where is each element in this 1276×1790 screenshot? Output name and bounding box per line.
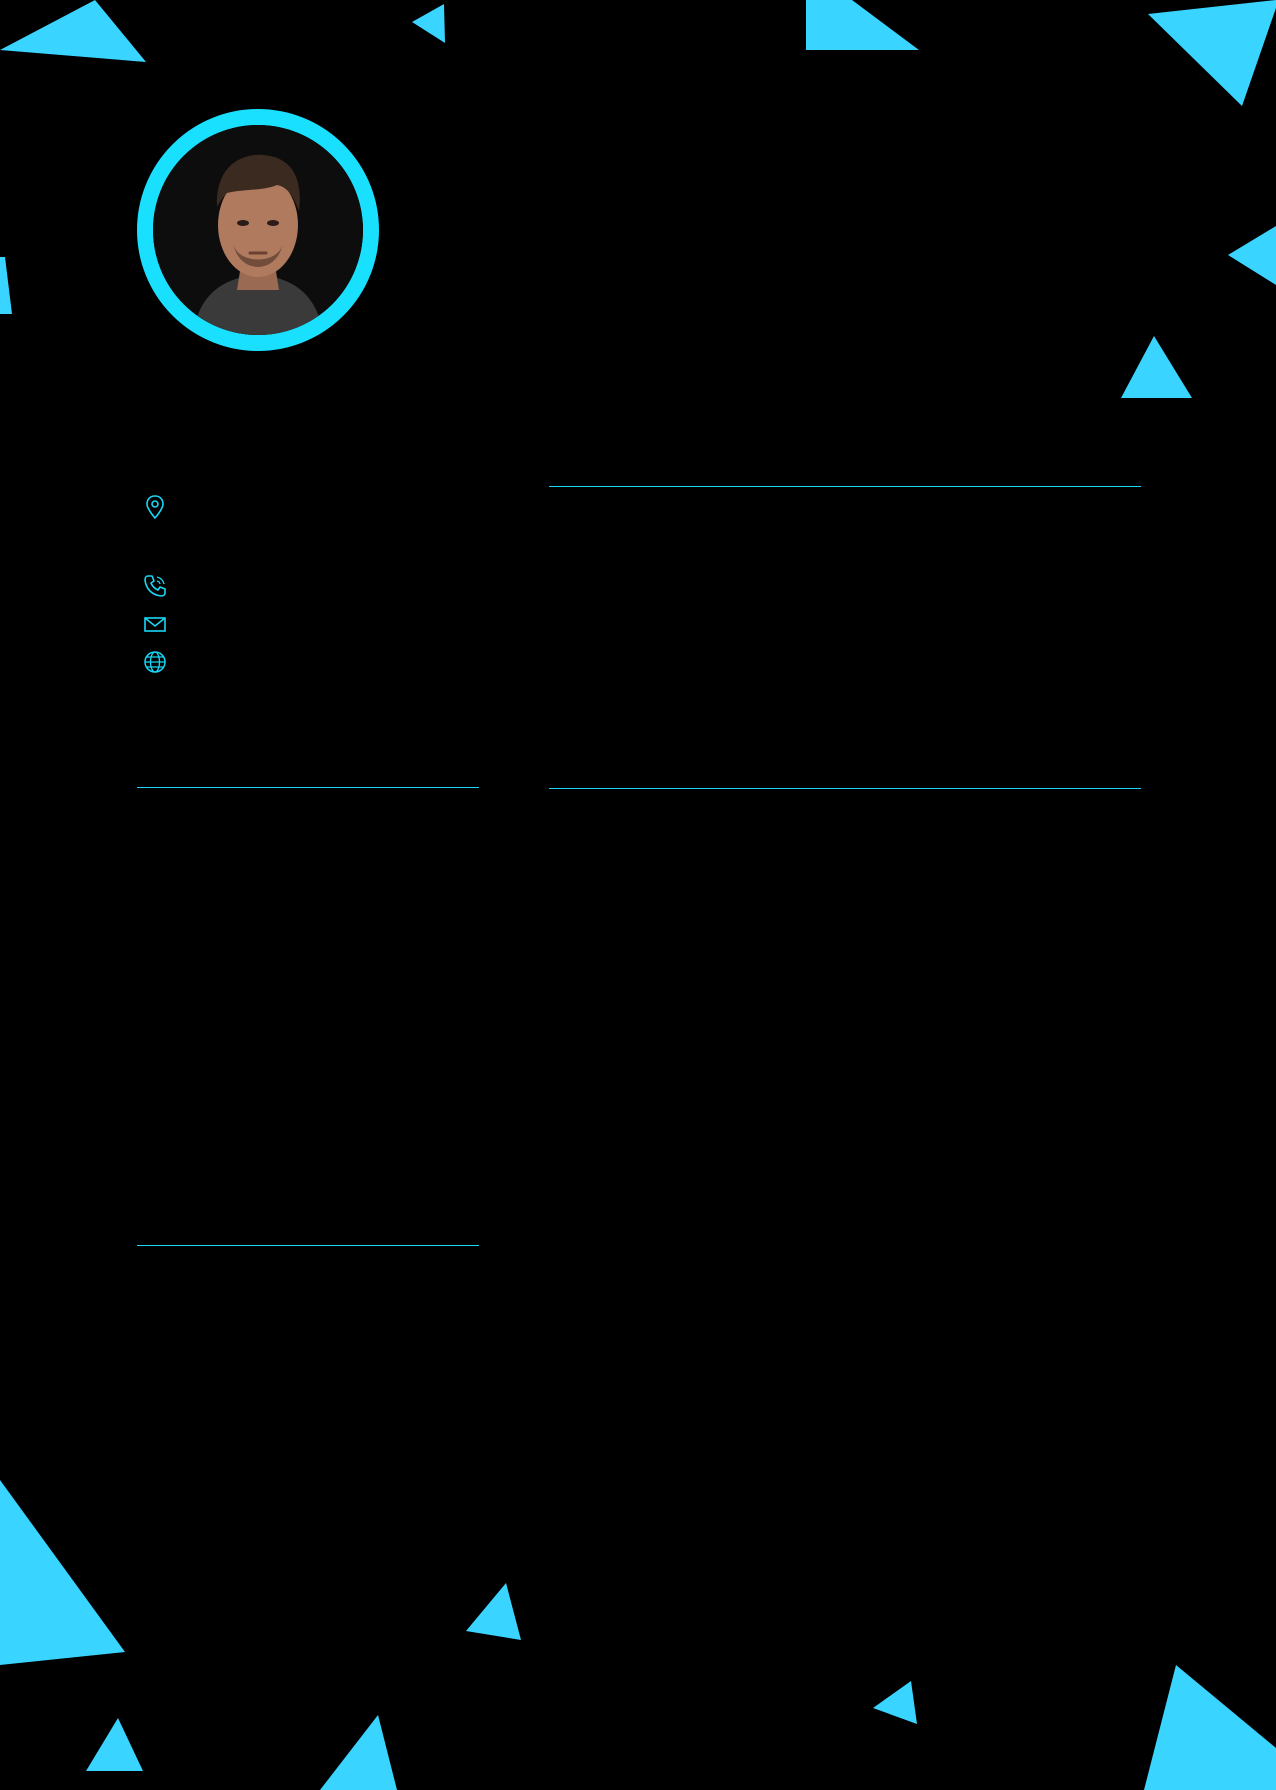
triangle-shape xyxy=(1121,336,1192,398)
triangle-shape xyxy=(0,0,146,62)
education-divider xyxy=(549,788,1141,789)
triangle-shape xyxy=(320,1715,397,1790)
references-divider xyxy=(137,1245,479,1246)
globe-icon xyxy=(142,649,168,675)
mail-icon xyxy=(142,611,168,637)
triangle-shape xyxy=(873,1681,917,1724)
triangle-shape xyxy=(412,4,445,43)
triangle-shape xyxy=(86,1718,143,1771)
triangle-shape xyxy=(0,257,12,314)
phone-icon xyxy=(142,573,168,599)
location-pin-icon xyxy=(142,494,168,520)
triangle-shape xyxy=(1144,1665,1276,1790)
triangle-shape xyxy=(0,1480,125,1665)
skills-divider xyxy=(137,787,479,788)
triangle-shape xyxy=(806,0,919,50)
about-divider xyxy=(549,486,1141,487)
triangle-shape xyxy=(1228,226,1276,285)
profile-photo xyxy=(137,109,379,351)
portrait-image xyxy=(153,125,363,335)
triangle-shape xyxy=(466,1583,521,1640)
triangle-shape xyxy=(1148,0,1276,106)
